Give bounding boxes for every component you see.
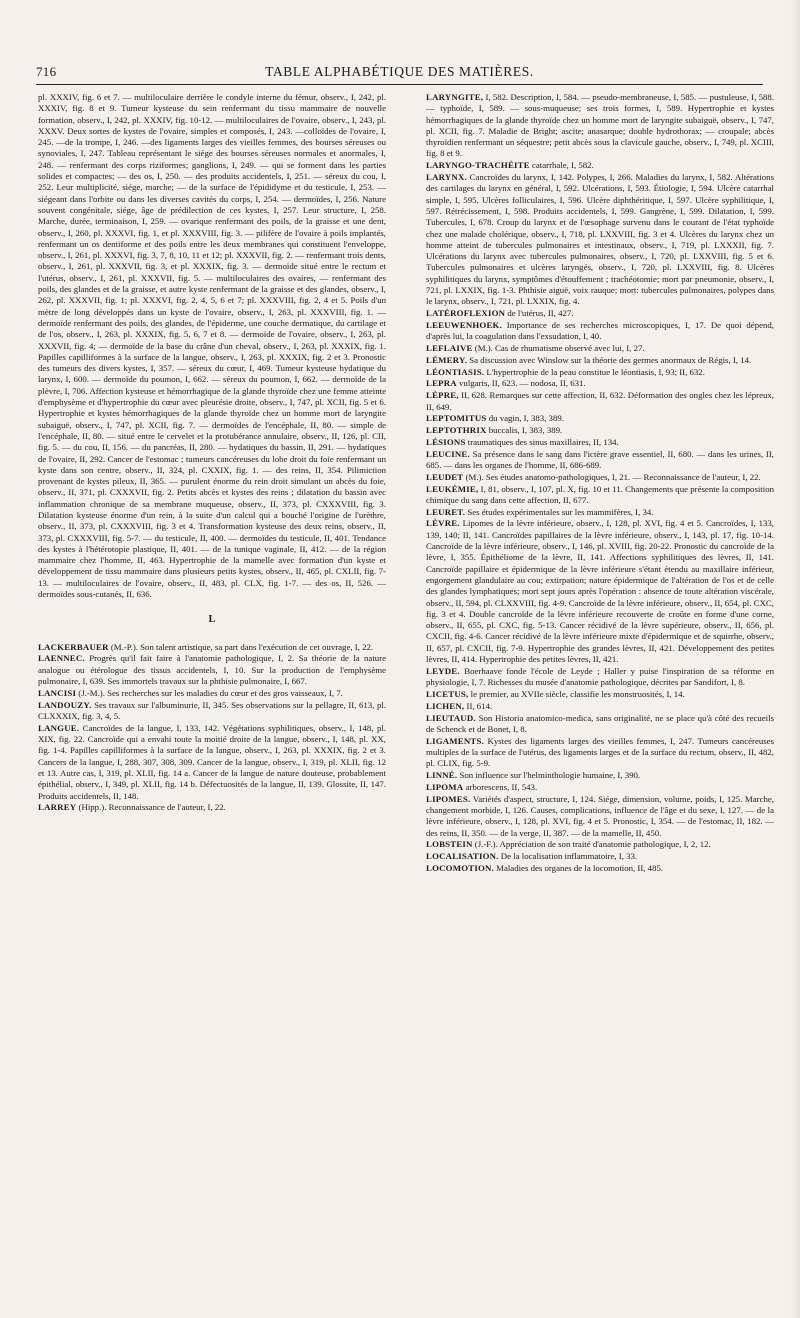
entry-text: II, 628. Remarques sur cette affection, II, 632. Déformation des ongles chez les lépreux, II, 649. (426, 390, 774, 412)
entry-headword: LOCOMOTION. (426, 862, 494, 873)
entry-headword: LÉONTIASIS. (426, 366, 485, 377)
entry-headword: LEPTOMITUS (426, 413, 487, 424)
entry-text: arborescens, II, 543. (463, 781, 538, 792)
index-entry (426, 172, 774, 308)
index-entry (426, 689, 774, 700)
entry-headword: LÉSIONS (426, 436, 466, 447)
index-entry (426, 160, 774, 171)
right-column (426, 92, 774, 874)
page-edge-shadow (790, 0, 800, 1318)
entry-text: De la localisation inflammatoire, I, 33. (498, 851, 638, 862)
entry-headword: LARREY (38, 802, 77, 813)
entry-headword: LACKERBAUER (38, 641, 109, 652)
entry-text: I, 582. Description, I, 584. — pseudo-membraneuse, I, 585. — pustuleuse, I, 588. — typhoïde, I, 589. — sous-muqueuse; ses trois formes, I, 589. Hypertrophie et kystes hémorrhagiques de la glande thyroïde chez un homme mort de laryngite subaiguë, observ., I, 747, pl. XCII, fig. 7. Maladie de Bright; ascite; anasarque; double hydrothorax; — croupale; abcès thyroïdien renfermant un séquestre; petit abcès sous la clavicule gauche, observ., I, 749, pl. XCIII, fig. 8 et 9. (426, 92, 774, 159)
entry-headword: LEURET. (426, 506, 466, 517)
entry-text: le premier, au XVIIe siècle, classifie les monstruosités, I, 14. (468, 688, 685, 699)
index-entry (426, 794, 774, 839)
entry-headword: LOBSTEIN (426, 839, 473, 850)
entry-headword: LARYNGO-TRACHÉITE (426, 160, 530, 171)
entry-text: vulgaris, II, 623. — nodosa, II, 631. (456, 378, 586, 389)
entry-headword: LINNÉ. (426, 770, 458, 781)
index-entry (38, 700, 386, 723)
index-entry (426, 507, 774, 518)
entry-text: traumatiques des sinus maxillaires, II, 134. (465, 436, 619, 447)
index-entry (426, 320, 774, 343)
index-entry (426, 390, 774, 413)
index-entry (426, 518, 774, 665)
index-entry (426, 367, 774, 378)
left-column (38, 92, 386, 814)
entry-text: Ses travaux sur l'albuminurie, II, 345. Ses observations sur la pellagre, II, 613, pl. CLXXXIX, fig. 3, 4, 5. (38, 699, 386, 721)
entry-headword: LÈVRE. (426, 518, 460, 529)
index-entry (426, 355, 774, 366)
entry-text: Cancroïdes du larynx, I, 142. Polypes, I, 266. Maladies du larynx, I, 582. Altérations des cartilages du larynx en général, I, 592. Ulcérations, I, 593. Étiologie, I, 594. Ulcère catarrhal simple, I, 595. Ulcères folliculaires, I, 596. Ulcère diphthéritique, I, 597. Ulcère syphilitique, I, 597. Rétrécissement, I, 598. Produits accidentels, I, 599. Gangrène, I, 599. Dilatation, I, 599. Tubercules, I, 678. Croup du larynx et de l'œsophage survenu dans le courant de l'état typhoïde chez une malade cholérique, observ., I, 718, pl. LXXVIII, fig. 3 et 4. Ulcères du larynx chez un homme atteint de tubercules pulmonaires et intestinaux, observ., I, 719, pl. LXXXII, fig. 7. Ulcérations du larynx avec tubercules pulmonaires, observ., I, 720, pl. LXXVIII, fig. 5 et 6. Tubercules pulmonaires et ulcères laryngés, observ., I, 720, pl. LXXVIII, fig. 8. Ulcères syphilitiques du larynx, symptômes d'étouffement ; trachéotomie; mort par pneumonie, observ., I, 721, pl. LXXIX, fig. 1-3. Phthisie aiguë, voix rauque; mort: tubercules pulmonaires, polypes dans le larynx, observ., I, 721, pl. LXXIX, fig. 4. (426, 172, 774, 307)
index-entry (426, 425, 774, 436)
index-entry (426, 472, 774, 483)
entry-text: catarrhale, I, 582. (529, 160, 594, 171)
index-entry (38, 688, 386, 699)
entry-headword: LICETUS, (426, 688, 469, 699)
entry-headword: LEPRA (426, 378, 457, 389)
entry-text: II, 614. (464, 700, 493, 711)
entry-text: Variétés d'aspect, structure, I, 124. Siége, dimension, volume, poids, I, 125. Marche, changement morbide, I, 126. Causes, complications, influence de l'âge et du sexe, I, 127. — de la lèvre inférieure, observ., I, 128, pl. XVI, fig. 4 et 5. Pronostic, I, 354. — de l'estomac, II, 182. — des reins, II, 350. — de la verge, II, 387. — de la mamelle, II, 450. (426, 793, 774, 838)
entry-headword: LANGUE. (38, 722, 80, 733)
index-entry (426, 863, 774, 874)
section-letter: L (208, 614, 216, 626)
entry-text: Son Historia anatomico-medica, sans originalité, ne se place qu'à côté des recueils de Schenck et de Bonet, I, 8. (426, 712, 774, 734)
index-entry (426, 839, 774, 850)
entry-headword: LEUCINE. (426, 448, 470, 459)
entry-text: Progrès qu'il fait faire à l'anatomie pathologique, I, 2. Sa théorie de la nature analogue ou étérologue des tissus accidentels, I, 10. Sur la production de l'emphysème pulmonaire, I, 639. Ses immortels travaux sur la phthisie pulmonaire, I, 667. (38, 653, 386, 687)
index-entry (38, 642, 386, 653)
running-title: TABLE ALPHABÉTIQUE DES MATIÈRES. (265, 64, 534, 79)
entry-headword: LICHEN, (426, 700, 465, 711)
entry-text: (J.-F.). Appréciation de son traité d'anatomie pathologique, I, 2, 12. (472, 839, 711, 850)
entry-text: I, 81, observ., I, 107, pl. X, fig. 10 et 11. Changements que présente la composition chimique du sang dans cette affection, II, 677. (426, 483, 774, 505)
index-entry (426, 713, 774, 736)
index-entry (426, 437, 774, 448)
index-entry (426, 92, 774, 160)
entry-headword: LEPTOTHRIX (426, 425, 487, 436)
entry-text: Importance de ses recherches microscopiques, I, 17. De quoi dépend, d'après lui, la coagulation dans l'exsudation, I, 40. (426, 319, 774, 342)
index-entry (426, 484, 774, 507)
entry-headword: LIPOMES. (426, 793, 471, 804)
index-entry (426, 782, 774, 793)
entry-headword: LEYDE. (426, 665, 460, 676)
entry-text: Maladies des organes de la locomotion, II, 485. (493, 862, 664, 873)
entry-headword: LARYNX. (426, 172, 467, 183)
entry-text: (M.-P.). Son talent artistique, sa part dans l'exécution de cet ouvrage, I, 22. (108, 641, 374, 652)
continuation-entry: pl. XXXIV, fig. 6 et 7. — multiloculaire derrière le condyle interne du fémur, observ., I, 242, pl. XXXIV, fig. 8 et 9. Tumeur kysteuse du sein renfermant du tissu mammaire de nouvelle formation, observ., I, 242, pl. XXXIV, fig. 10-12. — multiloculaires de l'ovaire, observ., I, 243, pl. XXXV. Deux sortes de kystes de l'ovaire, simples et composés, I, 243. —colloïdes de l'ovaire, I, 245. —de la trompe, I, 246. —des ligaments larges des vieilles femmes, des bourses séreuses ou synoviales, I, 247. Tableau représentant le siége des bourses séreuses normales et anormales, I, 248. — renfermant des corps riziformes; ganglions, I, 249. — qui se forment dans les parties solides et compactes; — des os, I, 250. — des produits accidentels, I, 251. — séreux du cou, I, 252. Leur multiplicité, siége, marche; — de la surface de l'épididyme et du testicule, I, 253. — siégeant dans l'orbite ou dans les diverses cavités du corps, I, 254. — dermoïdes, I, 256. Nature souvent congénitale, siége, âge de prédilection de ces kystes, I, 257. Leur structure, I, 258. Marche, durée, terminaison, I, 259. — ovarique renfermant des poils, de la graisse et une dent, observ., I, 260, pl. XXXVI, fig. 1, et pl. XXXVIII, fig. 3. — pilifère de l'ovaire à poils implantés, renfermant un os dentiforme et des poils entre les deux membranes qui constituent l'enveloppe, observ., I, 261, pl. XXXVI, fig. 3, 7, 8, 10, 11 et 12; pl. XXXVII, fig. 2. — renfermant trois dents, observ., I, 261, pl. XXXVII, fig. 3, et pl. XXXIX, fig. 3. — dermoïde situé entre le rectum et l'utérus, observ., I, 261, pl. XXXVII, fig. 5. — multiloculaires des ovaires, — renfermant des poils, des glandes et de la graisse, et autre kyste renfermant de la graisse et des glandes, observ., I, 262, pl. XXXVII, fig. 1; pl. XXXVI, fig. 2, 4, 5, 6 et 7; pl. XXXVIII, fig. 2, 4 et 5. Poils d'un mètre de long développés dans un kyste de l'ovaire, observ., I, 263, pl. XXXVIII, fig. 1. — dermoïde renfermant des poils, des glandes, de l'épiderme, une couche dermatique, du cartilage et de l'os, observ., I, 263, pl. XXXIX, fig. 5, 6, 7 et 8. — dermoïde de l'ovaire, observ., I, 263, pl. XXXVII, fig. 4; — dermoïde de la base du crâne d'un cheval, observ., I, 263, pl. XXXIX, fig. 1. Papilles capilliformes à la surface de la langue, observ., I, 263, pl. XXXIX, fig. 2 et 3. Pronostic des tumeurs des divers kystes, I, 357. — séreux du cœur, I, 469. Tumeur kysteuse hydatique du larynx, I, 600. — dermoïde du poumon, I, 662. — séreux du poumon, I, 662. — dermoïde de la plèvre, I, 706. Affection kysteuse et hémorrhagique de la glande thyroïde chez une femme atteinte d'emphysème et d'hypertrophie du cœur avec pleurésie droite, observ., I, 747, pl. XCII, fig. 5 et 6. Hypertrophie et kystes hémorrhagiques de la glande thyroïde chez un homme mort de laryngite subaiguë, observ., I, 747, pl. XCII, fig. 7. — dermoïdes de l'encéphale, II, 80. — simple de l'encéphale, II, 80. — situé entre le cervelet et la protubérance annulaire, observ., II, 126, pl. CII, fig. 5. — du cou, II, 156. — du pancréas, II, 280. — hydatiques du bassin, II, 291. — hydatiques de l'ovaire, II, 292. Cancer de l'estomac ; tumeurs cancéreuses du lobe droit du foie renfermant un kyste dans son centre, observ., II, 324, pl. CXXIX, fig. 1. — des reins, II, 354. Pilimiction provenant de kystes pileux, II, 365. — purulent énorme du rein droit simulant un abcès du foie, observ., II, 371, pl. CXXXVII, fig. 2. Petits abcès et kystes des reins ; dilatation du bassin avec inflammation chronique de sa membrane muqueuse, observ., II, 373, pl. CXXXVIII, fig. 3. Dilatation kysteuse énorme d'un rein, à la suite d'un calcul qui a bouché l'origine de l'urèthre, observ., II, 373, pl. CXXXVIII, fig. 3 et 4. Transformation kysteuse des deux reins, observ., II, 373, pl. CXXXVIII, fig. 5-7. — du testicule, II, 400. — dermoïdes du testicule, II, 401. Tendance des kystes à l'hétérotopie plastique, II, 401. — de la tunique vaginale, II, 412. — de la région mammaire chez l'homme, II, 463. Hypertrophie de la mamelle avec formation d'un kyste et développement de tissu mammaire dans plusieurs petits kystes, observ., II, 465, pl. CXLII, fig. 7-13. — multiloculaires de l'ovaire, observ., II, 483, pl. CLX, fig. 1-7. — des os, II, 526. — dermoïdes sous-cutanés, II, 636. (38, 92, 386, 600)
entry-headword: LEEUWENHOEK. (426, 319, 502, 330)
entry-text: (M.). Cas de rhumatisme observé avec lui, I, 27. (472, 343, 645, 354)
index-entry (38, 723, 386, 802)
entry-text: Cancroïdes de la langue, I, 133, 142. Végétations syphilitiques, observ., I, 148, pl. XIX, fig. 22. Cancroïde qui a envahi toute la moitié droite de la langue, observ., I, 148, pl. XX, fig. 1-4. Papilles capilliformes à la surface de la langue, observ., I, 263, pl. XXXIX, fig. 2 et 3. Cancers de la langue, I, 288, 307, 308, 309. Cancer de la langue, observ., I, 319, pl. XLII, fig. 12 et 13. Autre cas, I, 319, pl. XLII, fig. 14 a. Cancer de la langue de nature douteuse, probablement épithélial, observ., I, 349, pl. XLII, fig. 14 b. Défectuosités de la langue, II, 139. Glossite, II, 147. Produits accidentels, II, 148. (38, 722, 386, 801)
entry-text: Son influence sur l'helminthologie humaine, I, 390. (457, 770, 641, 781)
index-entry (426, 413, 774, 424)
index-entry (426, 343, 774, 354)
entry-text: Kystes des ligaments larges des vieilles femmes, I, 247. Tumeurs cancéreuses multiples de la surface de l'utérus, des ligaments larges et de la surface du rectum, observ., II, 482, pl. CLIX, fig. 5-9. (426, 735, 774, 769)
entry-headword: LEFLAIVE (426, 343, 473, 354)
index-entry (426, 449, 774, 472)
entry-text: (J.-M.). Ses recherches sur les maladies du cœur et des gros vaisseaux, I, 7. (76, 687, 343, 698)
entry-headword: LATÉROFLEXION (426, 308, 506, 319)
entry-headword: LÈPRE, (426, 390, 459, 401)
entry-headword: LEUKÉMIE, (426, 483, 479, 494)
entry-text: Ses études expérimentales sur les mammifères, I, 34. (465, 506, 654, 517)
index-entry (426, 701, 774, 712)
entry-text: Sa discussion avec Winslow sur la théorie des germes anormaux de Régis, I, 14. (467, 354, 752, 365)
entry-text: L'hypertrophie de la peau constitue le léontiasis, I, 93; II, 632. (484, 366, 705, 377)
entry-headword: LARYNGITE, (426, 92, 484, 102)
entry-headword: LEUDET (426, 471, 464, 482)
right-entry-list (426, 92, 774, 874)
index-entry (426, 736, 774, 770)
index-entry (426, 308, 774, 319)
index-entry (426, 770, 774, 781)
index-entry (426, 378, 774, 389)
left-entry-list (38, 642, 386, 814)
entry-text: (Hipp.). Reconnaissance de l'auteur, I, 22. (76, 802, 226, 813)
entry-text: buccalis, I, 383, 389. (486, 425, 563, 436)
entry-text: Lipomes de la lèvre inférieure, observ., I, 128, pl. XVI, fig. 4 et 5. Cancroïdes, I, 133, 139, 140; II, 141. Cancroïdes papillaires de la lèvre inférieure, observ., I, 143, pl. 17, fig. 10-14. Cancroïde de la lèvre inférieure, observ., I, 146, pl. XVIII, fig. 20-22. Pronostic du cancroïde de la lèvre, I, 355. Épithéliome de la lèvre, II, 141. Affections syphilitiques des lèvres, II, 141. Cancroïde papillaire et épidermique de la lèvre inférieure s'étant étendu au maxillaire inférieur, engorgement glandulaire au cou; extirpation; nature épidermique de l'altération de l'os et de celle des glandes lymphatiques; mort sept jours après l'opération : absence de toute altération viscérale, observ., II, 594, pl. CLXXVIII, fig. 4-9. Cancroïde de la lèvre inférieure, observ., II, 654, pl. CXC, fig. 3 et 4. Double cancroïde de la lèvre inférieure recouverte de croûte en forme d'une corne, observ., II, 655, pl. CXC, fig. 5-13. Cancer récidivé de la lèvre supérieure, observ., II, 656, pl. CXCII, fig. 4-6. Cancer récidivé de la lèvre inférieure mixte d'épidermique et de squirrhe, observ., II, 657, pl. CXCII, fig. 7-9. Hypertrophie des grandes lèvres, II, 421. Développement des petites lèvres, II, 414. Hypertrophie des petites lèvres, II, 421. (426, 518, 774, 665)
page-header (36, 64, 763, 85)
entry-headword: LANDOUZY. (38, 699, 92, 710)
entry-text: Boerhaave fonde l'école de Leyde ; Haller y puise l'inspiration de sa réforme en physiologie, I, 7. Richesses du musée d'anatomie pathologique, décrites par Sandifort, I, 8. (426, 665, 774, 688)
entry-headword: LÉMERY. (426, 354, 468, 365)
entry-text: de l'utérus, II, 427. (505, 308, 574, 319)
entry-headword: LAENNEC. (38, 653, 85, 664)
entry-headword: LIGAMENTS. (426, 735, 484, 746)
entry-text: du vagin, I, 383, 389. (486, 413, 564, 424)
index-entry (426, 666, 774, 689)
entry-text: (M.). Ses études anatomo-pathologiques, I, 21. — Reconnaissance de l'auteur, I, 22. (463, 471, 761, 482)
page-number: 716 (36, 64, 57, 79)
index-entry (38, 653, 386, 687)
entry-headword: LANCISI (38, 687, 77, 698)
index-entry (426, 851, 774, 862)
entry-headword: LIEUTAUD. (426, 712, 476, 723)
entry-headword: LIPOMA (426, 781, 464, 792)
entry-text: Sa présence dans le sang dans l'ictère grave essentiel, II, 680. — dans les urines, II, 685. — dans les organes de l'homme, II, 686-689. (426, 448, 774, 470)
entry-headword: LOCALISATION. (426, 851, 499, 862)
index-entry (38, 802, 386, 813)
